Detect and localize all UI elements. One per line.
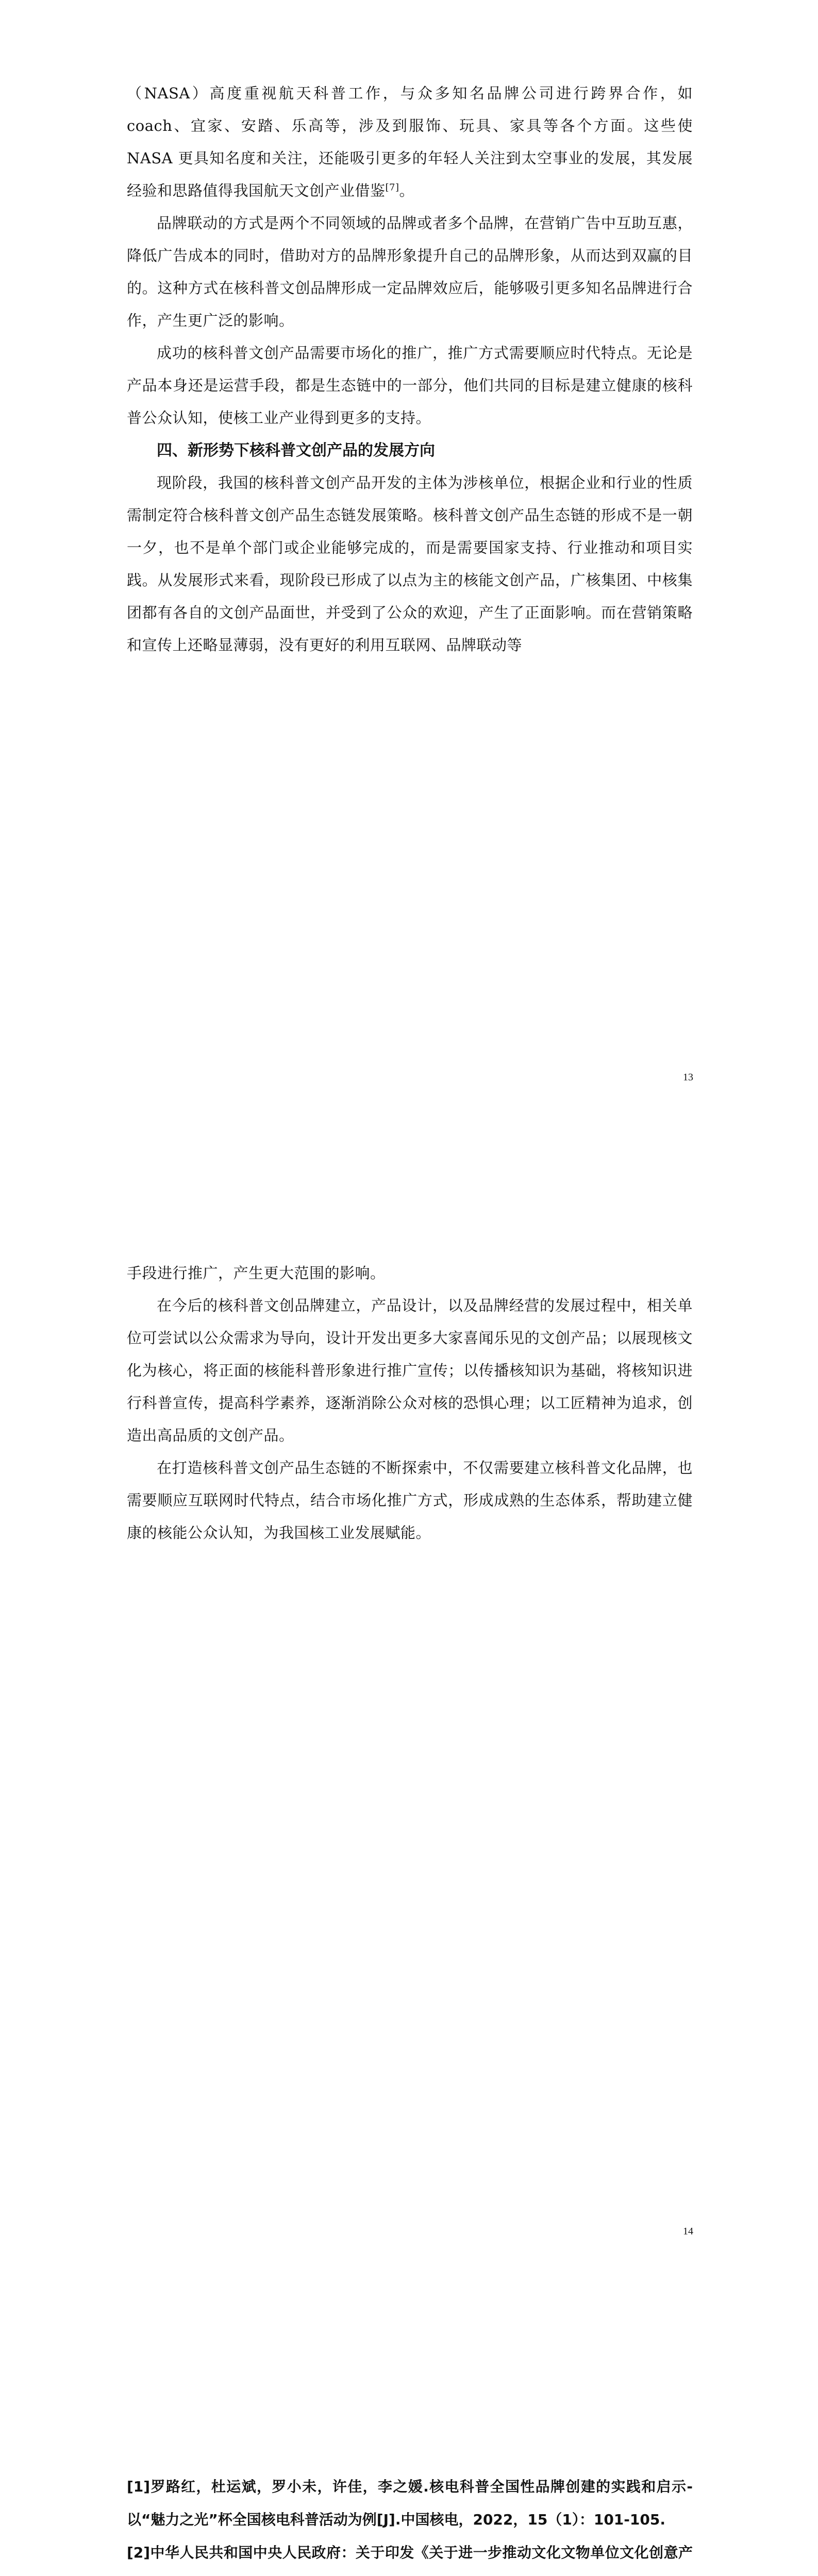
- citation-marker: [7]: [385, 182, 399, 193]
- paragraph: 成功的核科普文创产品需要市场化的推广，推广方式需要顺应时代特点。无论是产品本身还是运营手段，都是生态链中的一部分，他们共同的目标是建立健康的核科普公众认知，使核工业产业得到更多的支持。: [127, 344, 693, 427]
- reference-item: [1]罗路红，杜运斌，罗小未，许佳，李之媛.核电科普全国性品牌创建的实践和启示-以“魅力之光”杯全国核电科普活动为例[J].中国核电，2022，15（1）：101-105.: [127, 2478, 693, 2528]
- page-13-body: [127, 77, 693, 662]
- page-14: [0, 1157, 818, 2313]
- paragraph-text: （NASA）高度重视航天科普工作，与众多知名品牌公司进行跨界合作，如 coach、宜家、安踏、乐高等，涉及到服饰、玩具、家具等各个方面。这些使 NASA 更具知名度和关注，还能吸引更多的年轻人关注到太空事业的发展，其发展经验和思路值得我国航天文创产业借鉴: [127, 84, 693, 199]
- page-13: [0, 0, 818, 1157]
- page-15: [0, 2313, 818, 2576]
- page-number: 13: [683, 1072, 693, 1083]
- section-heading: 四、新形势下核科普文创产品的发展方向: [157, 442, 435, 460]
- paragraph: 现阶段，我国的核科普文创产品开发的主体为涉核单位，根据企业和行业的性质需制定符合核科普文创产品生态链发展策略。核科普文创产品生态链的形成不是一朝一夕，也不是单个部门或企业能够完成的，而是需要国家支持、行业推动和项目实践。从发展形式来看，现阶段已形成了以点为主的核能文创产品，广核集团、中核集团都有各自的文创产品面世，并受到了公众的欢迎，产生了正面影响。而在营销策略和宣传上还略显薄弱，没有更好的利用互联网、品牌联动等: [127, 474, 693, 654]
- paragraph: 手段进行推广，产生更大范围的影响。: [127, 1264, 386, 1282]
- references-list: [127, 2470, 693, 2576]
- paragraph: 在今后的核科普文创品牌建立，产品设计，以及品牌经营的发展过程中，相关单位可尝试以公众需求为导向，设计开发出更多大家喜闻乐见的文创产品；以展现核文化为核心，将正面的核能科普形象进行推广宣传；以传播核知识为基础，将核知识进行科普宣传，提高科学素养，逐渐消除公众对核的恐惧心理；以工匠精神为追求，创造出高品质的文创产品。: [127, 1297, 693, 1444]
- reference-item: [2]中华人民共和国中央人民政府：关于印发《关于进一步推动文化文物单位文化创意产: [127, 2544, 693, 2561]
- page-14-body: [127, 1257, 693, 1549]
- page-number: 14: [683, 2226, 693, 2237]
- paragraph: [127, 77, 693, 207]
- paragraph: 品牌联动的方式是两个不同领域的品牌或者多个品牌，在营销广告中互助互惠，降低广告成本的同时，借助对方的品牌形象提升自己的品牌形象，从而达到双赢的目的。这种方式在核科普文创品牌形成一定品牌效应后，能够吸引更多知名品牌进行合作，产生更广泛的影响。: [127, 214, 693, 329]
- paragraph: 在打造核科普文创产品生态链的不断探索中，不仅需要建立核科普文化品牌，也需要顺应互联网时代特点，结合市场化推广方式，形成成熟的生态体系，帮助建立健康的核能公众认知，为我国核工业发展赋能。: [127, 1459, 693, 1541]
- paragraph-end: 。: [399, 182, 415, 199]
